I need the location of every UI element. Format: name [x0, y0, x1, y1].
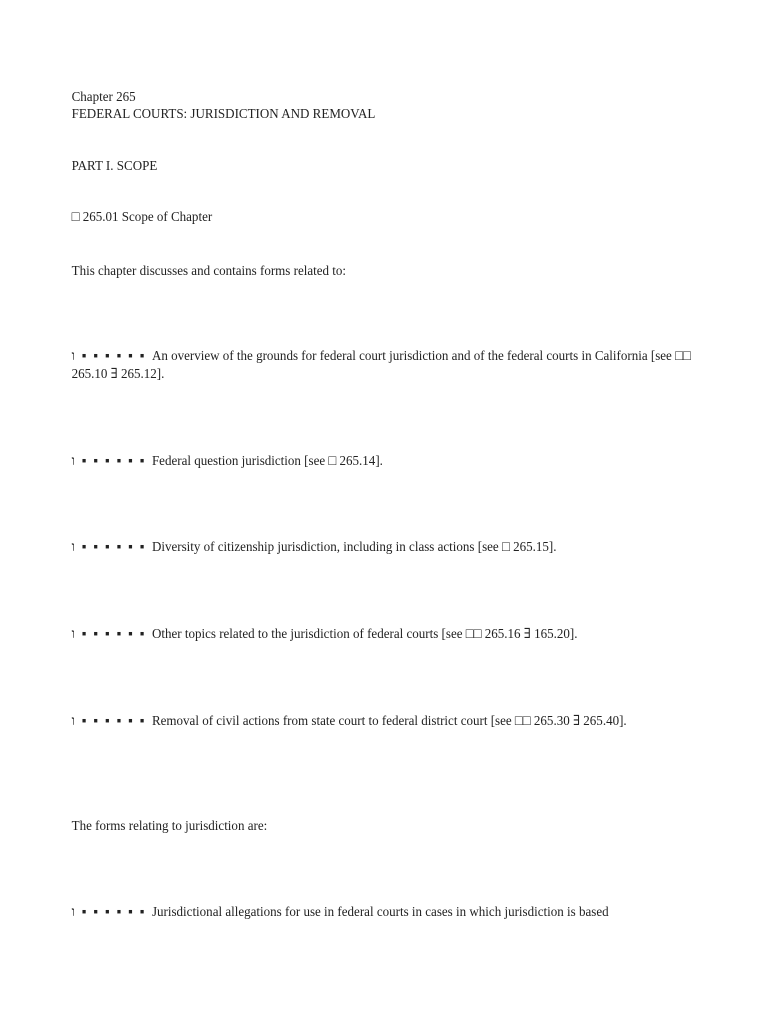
- intro-paragraph: This chapter discusses and contains forms related to:: [71, 264, 347, 279]
- list-item: [72, 713, 695, 731]
- list-item: [72, 904, 695, 922]
- bullet-marker: ו ▪ ▪ ▪ ▪ ▪ ▪: [71, 540, 147, 555]
- list-item: [72, 626, 695, 644]
- list-item-text: Other topics related to the jurisdiction of federal courts [see □□ 265.16 ∃ 165.20].: [151, 627, 578, 642]
- list-item-text: Diversity of citizenship jurisdiction, including in class actions [see □ 265.15].: [151, 540, 557, 555]
- part-heading: PART I. SCOPE: [71, 159, 158, 174]
- forms-intro-paragraph: The forms relating to jurisdiction are:: [71, 819, 268, 834]
- bullet-marker: ו ▪ ▪ ▪ ▪ ▪ ▪: [71, 349, 147, 364]
- bullet-marker: ו ▪ ▪ ▪ ▪ ▪ ▪: [71, 905, 147, 920]
- bullet-marker: ו ▪ ▪ ▪ ▪ ▪ ▪: [71, 714, 147, 729]
- section-heading: □ 265.01 Scope of Chapter: [71, 210, 213, 225]
- list-item: [72, 453, 695, 471]
- chapter-title: FEDERAL COURTS: JURISDICTION AND REMOVAL: [71, 107, 376, 122]
- list-item: [72, 539, 695, 557]
- chapter-number: Chapter 265: [71, 90, 136, 105]
- bullet-marker: ו ▪ ▪ ▪ ▪ ▪ ▪: [71, 627, 147, 642]
- bullet-marker: ו ▪ ▪ ▪ ▪ ▪ ▪: [71, 454, 147, 469]
- list-item-text: Federal question jurisdiction [see □ 265.14].: [151, 454, 383, 469]
- list-item-text: Removal of civil actions from state court to federal district court [see □□ 265.30 ∃ 265.40].: [151, 714, 627, 729]
- list-item: [72, 348, 695, 384]
- list-item-text: An overview of the grounds for federal court jurisdiction and of the federal courts in California [see □□ 265.10 ∃ 265.12].: [71, 349, 691, 382]
- list-item-text: Jurisdictional allegations for use in federal courts in cases in which jurisdiction is based: [151, 905, 609, 920]
